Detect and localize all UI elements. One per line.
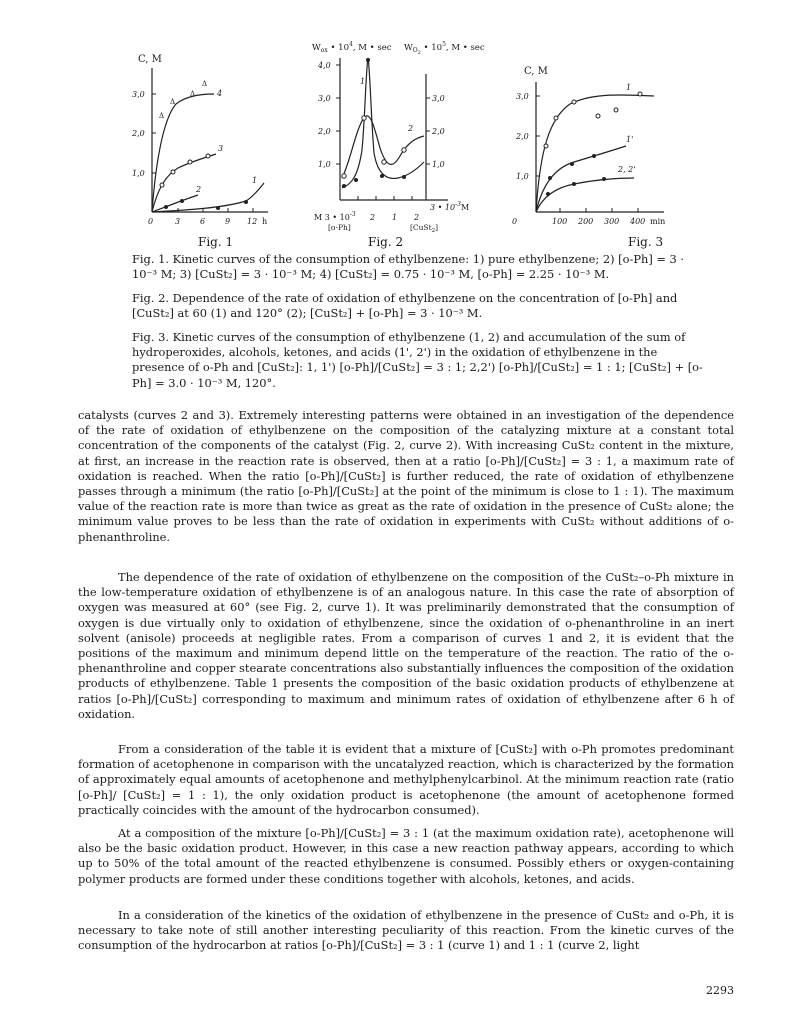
fig2-ytick-right: 2,0 bbox=[432, 127, 445, 136]
paragraph: At a composition of the mixture [o-Ph]/[CuSt₂] = 3 : 1 (at the maximum oxidation rate), acetophenone will also be the basic oxidation product. However, in this case a new reaction pathway appears, according to which up to 50% of the total amount of the reacted ethylbenzene is consumed. Possibly ethers or oxygen-containing polymer products are formed under these conditions together with alcohols, ketones, and acids. bbox=[78, 826, 734, 886]
fig3-xtick: 400 bbox=[630, 217, 646, 226]
caption-fig3: Fig. 3. Kinetic curves of the consumption of ethylbenzene (1, 2) and accumulation of the sum of hydroperoxides, alcohols, ketones, and acids (1', 2') in the oxidation of ethylbenzene in the presence of o-Ph and [CuSt₂]: 1, 1') [o-Ph]/[CuSt₂] = 3 : 1; 2,2') [o-Ph]/[CuSt₂] = 1 : 1; [CuSt₂] + [o-Ph] = 3.0 · 10⁻³ M, 120°. bbox=[132, 330, 703, 390]
fig3-curve-label: 2, 2' bbox=[618, 165, 636, 174]
fig1-xunit: h bbox=[262, 217, 268, 226]
fig3-ytick: 3,0 bbox=[516, 92, 529, 101]
fig3-marker bbox=[638, 92, 642, 96]
fig2-top-label-right: $W_{O2}$ • $10^5$, M • sec bbox=[404, 41, 485, 56]
fig3-xtick: 200 bbox=[578, 217, 594, 226]
fig2-curve-label: 1 bbox=[360, 77, 366, 86]
paragraph: The dependence of the rate of oxidation of ethylbenzene on the composition of the CuSt₂–o-Ph mixture in the low-temperature oxidation of ethylbenzene is of an analogous nature. In this case the rate of absorption of oxygen was measured at 60° (see Fig. 2, curve 1). It was preliminarily demonstrated that the consumption of oxygen is due virtually only to oxidation of ethylbenzene, since the oxidation of o-phenanthroline in an inert solvent (anisole) proceeds at negligible rates. From a comparison of curves 1 and 2, it is evident that the positions of the maximum and minimum depend little on the temperature of the reaction. The ratio of the o-phenanthroline and copper stearate concentrations also substantially influences the composition of the oxidation products of ethylbenzene. Table 1 presents the composition of the basic oxidation products of ethylbenzene at ratios [o-Ph]/[CuSt₂] corresponding to maximum and minimum rates of oxidation of ethylbenzene after 6 h of oxidation. bbox=[78, 570, 734, 721]
fig1-marker bbox=[188, 160, 192, 164]
fig2-bottom-tick: 2 bbox=[414, 213, 420, 222]
fig2-marker bbox=[362, 116, 366, 120]
fig1-marker: Δ bbox=[170, 98, 176, 106]
fig2-ytick-right: 3,0 bbox=[432, 94, 445, 103]
fig1-marker: Δ bbox=[190, 90, 196, 98]
fig1-ytick: 2,0 bbox=[132, 129, 145, 138]
fig1-label: Fig. 1 bbox=[198, 235, 234, 249]
fig3-curve-1 bbox=[536, 95, 654, 212]
fig1-marker bbox=[244, 200, 248, 204]
fig3-xtick: 100 bbox=[552, 217, 568, 226]
fig3-marker bbox=[570, 162, 574, 166]
fig3-xtick: 300 bbox=[604, 217, 620, 226]
fig2-bottom-tick: 2 bbox=[370, 213, 376, 222]
fig3-ytick: 2,0 bbox=[516, 132, 529, 141]
paragraph: In a consideration of the kinetics of the oxidation of ethylbenzene in the presence of CuSt₂ and o-Ph, it is necessary to take note of still another interesting peculiarity of this reaction. From the kinetic curves of the consumption of the hydrocarbon at ratios [o-Ph]/[CuSt₂] = 3 : 1 (curve 1) and 1 : 1 (curve 2, light bbox=[78, 908, 734, 953]
fig1-curve-label: 2 bbox=[196, 185, 202, 194]
paragraph: From a consideration of the table it is evident that a mixture of [CuSt₂] with o-Ph promotes predominant formation of acetophenone in comparison with the uncatalyzed reaction, which is characterized by the formation of approximately equal amounts of acetophenone and methylphenylcarbinol. At the minimum reaction rate (ratio [o-Ph]/ [CuSt₂] = 1 : 1), the only oxidation product is acetophenone (the amount of acetophenone formed practically coincides with the amount of the hydrocarbon consumed). bbox=[78, 742, 734, 817]
fig3-xunit: min bbox=[650, 217, 666, 226]
fig1-marker bbox=[164, 205, 168, 209]
fig2-axis-right-name: [CuSt$_2$] bbox=[410, 223, 439, 234]
fig1-curve-1 bbox=[152, 183, 264, 212]
fig1-marker: Δ bbox=[202, 80, 208, 88]
fig3-marker bbox=[614, 108, 618, 112]
fig2-ytick-left: 1,0 bbox=[318, 160, 331, 169]
figure-2 bbox=[300, 38, 500, 238]
fig2-marker bbox=[402, 175, 406, 179]
fig3-marker bbox=[592, 154, 596, 158]
figure-3 bbox=[514, 38, 684, 238]
fig3-curve-label: 1 bbox=[626, 83, 632, 92]
fig3-marker bbox=[602, 177, 606, 181]
fig1-xtick: 3 bbox=[175, 217, 181, 226]
fig1-marker bbox=[171, 170, 175, 174]
fig1-ytick: 3,0 bbox=[132, 90, 145, 99]
fig1-curve-label: 4 bbox=[217, 89, 223, 98]
fig2-marker bbox=[342, 174, 346, 178]
fig3-marker bbox=[572, 182, 576, 186]
fig1-ytick: 1,0 bbox=[132, 169, 145, 178]
fig2-top-label-left: $W_{ox}$ • $10^4$, M • sec bbox=[312, 41, 392, 54]
fig3-xtick: 0 bbox=[512, 217, 518, 226]
fig2-marker bbox=[354, 178, 358, 182]
fig1-ylabel: C, M bbox=[138, 54, 162, 65]
fig1-marker bbox=[180, 199, 184, 203]
fig3-marker bbox=[572, 100, 576, 104]
caption-fig1: Fig. 1. Kinetic curves of the consumption of ethylbenzene: 1) pure ethylbenzene; 2) [o-Ph] = 3 · 10⁻³ M; 3) [CuSt₂] = 3 · 10⁻³ M; 4) [CuSt₂] = 0.75 · 10⁻³ M, [o-Ph] = 2.25 · 10⁻³ M. bbox=[132, 252, 685, 282]
fig3-curve-2 bbox=[536, 178, 634, 212]
fig3-marker bbox=[544, 144, 548, 148]
fig2-axis-left-label: M 3 • $10^{-3}$ bbox=[314, 211, 356, 222]
fig2-ytick-left: 4,0 bbox=[318, 61, 331, 70]
fig2-bottom-tick: 1 bbox=[392, 213, 398, 222]
fig2-curve-1 bbox=[342, 58, 424, 188]
fig2-marker bbox=[380, 174, 384, 178]
fig2-ytick-right: 1,0 bbox=[432, 160, 445, 169]
fig2-ytick-left: 3,0 bbox=[318, 94, 331, 103]
fig1-marker: Δ bbox=[159, 112, 165, 120]
fig2-marker bbox=[402, 148, 406, 152]
fig1-marker bbox=[206, 154, 210, 158]
fig2-label: Fig. 2 bbox=[368, 235, 404, 249]
fig1-curve-label: 3 bbox=[218, 144, 224, 153]
fig3-marker bbox=[548, 176, 552, 180]
fig1-xtick: 0 bbox=[148, 217, 154, 226]
fig2-marker bbox=[382, 160, 386, 164]
paragraph: catalysts (curves 2 and 3). Extremely interesting patterns were obtained in an investigation of the dependence of the rate of oxidation of ethylbenzene on the composition of the catalyzing mixture at a constant total concentration of the components of the catalyst (Fig. 2, curve 2). With increasing CuSt₂ content in the mixture, at first, an increase in the reaction rate is observed, then at a ratio [o-Ph]/[CuSt₂] = 3 : 1, a maximum rate of oxidation is reached. When the ratio [o-Ph]/[CuSt₂] is further reduced, the rate of oxidation of ethylbenzene passes through a minimum (the ratio [o-Ph]/[CuSt₂] at the point of the minimum is close to 1 : 1). The maximum value of the reaction rate is more than twice as great as the rate of oxidation in the presence of CuSt₂ alone; the minimum value proves to be less than the rate of oxidation in experiments with CuSt₂ without additions of o-phenanthroline. bbox=[78, 408, 734, 544]
fig2-axis-right-label: 3 • $10^{-3}M$ bbox=[430, 201, 470, 212]
fig1-xtick: 12 bbox=[247, 217, 258, 226]
fig3-label: Fig. 3 bbox=[628, 235, 664, 249]
fig1-marker bbox=[216, 206, 220, 210]
fig3-ytick: 1,0 bbox=[516, 172, 529, 181]
figure-1 bbox=[128, 38, 288, 238]
fig2-marker bbox=[366, 58, 370, 62]
caption-fig2: Fig. 2. Dependence of the rate of oxidation of ethylbenzene on the concentration of [o-Ph] and [CuSt₂] at 60 (1) and 120° (2); [CuSt₂] + [o-Ph] = 3 · 10⁻³ M. bbox=[132, 291, 678, 321]
page-number: 2293 bbox=[706, 984, 734, 997]
fig3-marker bbox=[596, 114, 600, 118]
fig3-curve-label: 1' bbox=[626, 135, 634, 144]
fig2-curve-label: 2 bbox=[408, 124, 414, 133]
fig1-xtick: 9 bbox=[225, 217, 231, 226]
fig1-curve-label: 1 bbox=[252, 176, 258, 185]
fig1-marker bbox=[160, 183, 164, 187]
fig1-xtick: 6 bbox=[200, 217, 206, 226]
fig3-marker bbox=[546, 192, 550, 196]
fig2-ytick-left: 2,0 bbox=[318, 127, 331, 136]
fig2-axis-left-name: [o-Ph] bbox=[328, 223, 351, 232]
fig3-ylabel: C, M bbox=[524, 66, 548, 77]
fig2-marker bbox=[342, 184, 346, 188]
fig3-marker bbox=[554, 116, 558, 120]
